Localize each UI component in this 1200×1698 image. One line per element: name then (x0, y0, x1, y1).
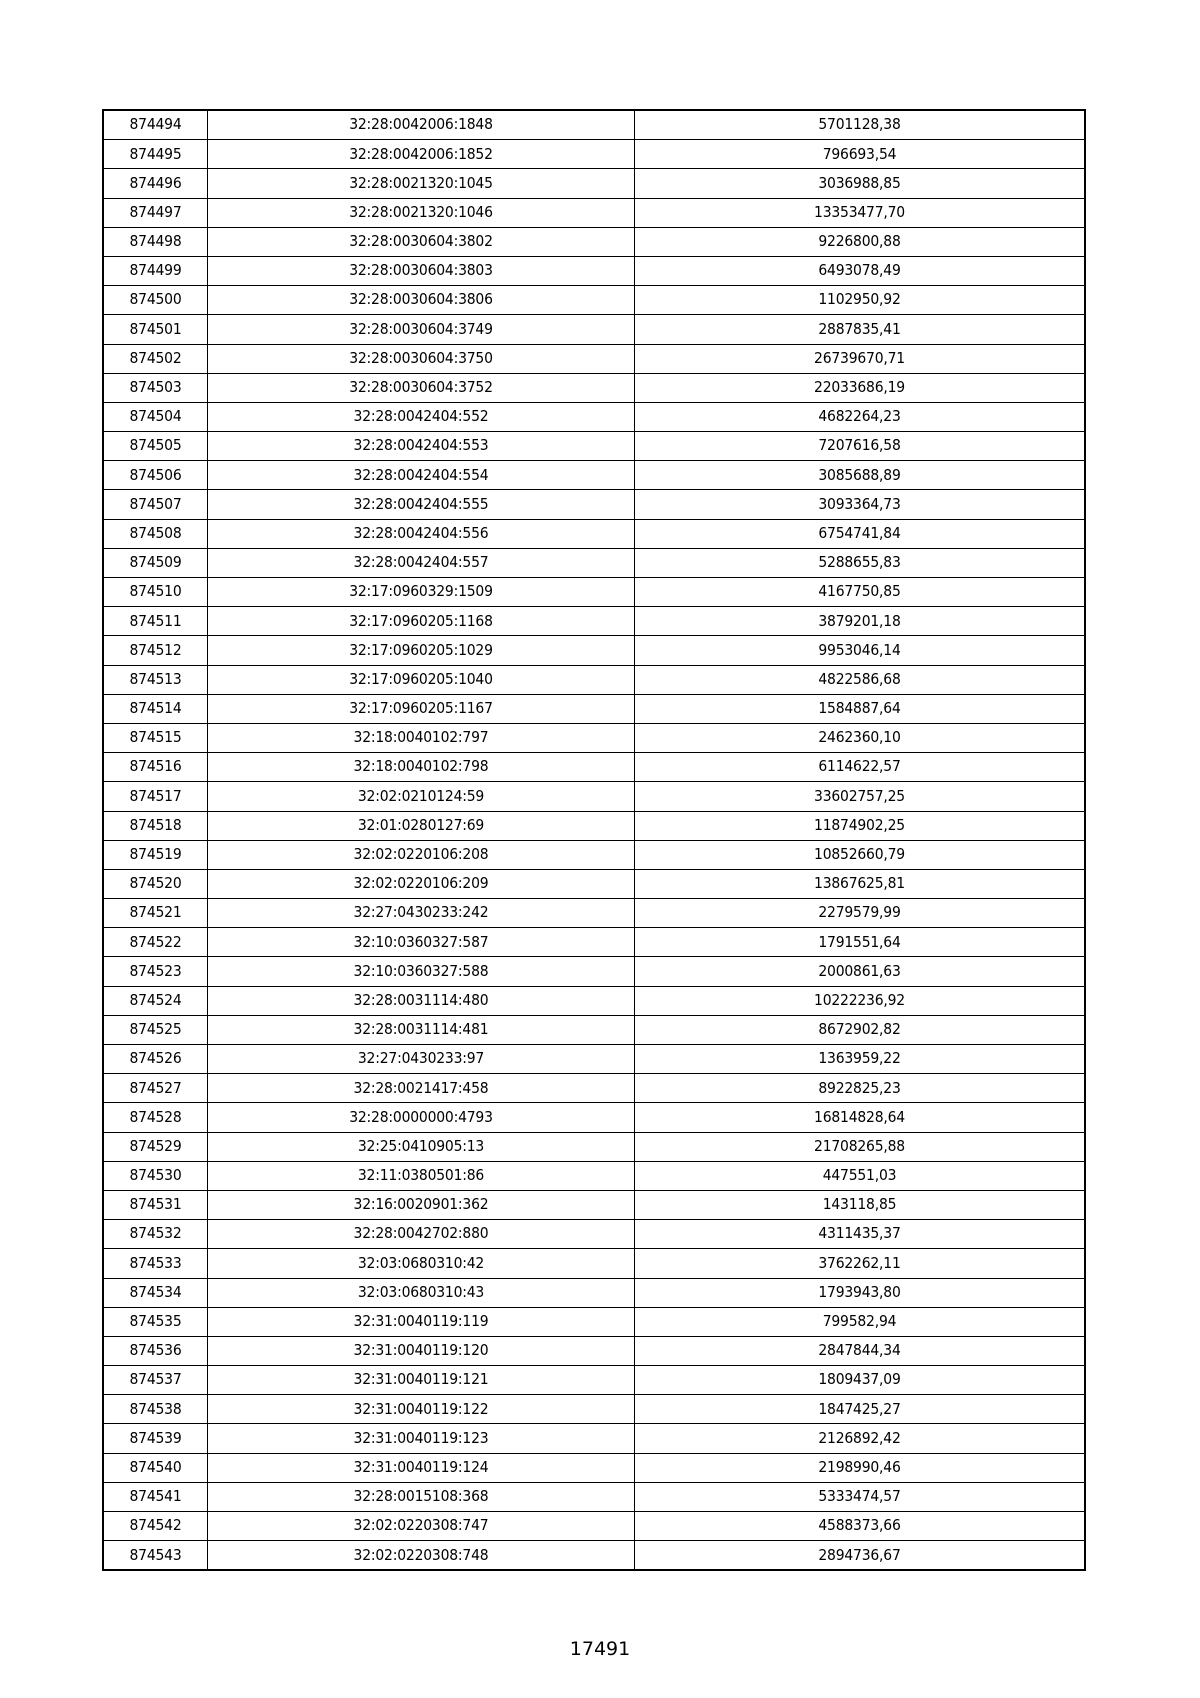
table-row (103, 548, 1085, 577)
cadastral-value-cell: 11874902,25 (635, 811, 1086, 840)
row-number-cell: 874542 (103, 1512, 208, 1541)
cadastral-number-cell: 32:28:0030604:3750 (208, 344, 635, 373)
row-number-cell: 874543 (103, 1541, 208, 1571)
table-row (103, 110, 1085, 140)
cadastral-value-cell: 1809437,09 (635, 1366, 1086, 1395)
cadastral-number-cell: 32:28:0042404:557 (208, 548, 635, 577)
table-row (103, 1453, 1085, 1482)
cadastral-value-cell: 10852660,79 (635, 840, 1086, 869)
row-number-cell: 874532 (103, 1220, 208, 1249)
cadastral-value-cell: 1363959,22 (635, 1045, 1086, 1074)
cadastral-number-cell: 32:28:0042404:556 (208, 519, 635, 548)
table-row (103, 1307, 1085, 1336)
cadastral-number-cell: 32:10:0360327:588 (208, 957, 635, 986)
table-row (103, 1161, 1085, 1190)
table-row (103, 1395, 1085, 1424)
row-number-cell: 874509 (103, 548, 208, 577)
cadastral-value-cell: 5288655,83 (635, 548, 1086, 577)
row-number-cell: 874500 (103, 286, 208, 315)
cadastral-number-cell: 32:28:0030604:3752 (208, 373, 635, 402)
row-number-cell: 874530 (103, 1161, 208, 1190)
row-number-cell: 874531 (103, 1190, 208, 1219)
row-number-cell: 874536 (103, 1336, 208, 1365)
row-number-cell: 874510 (103, 578, 208, 607)
cadastral-number-cell: 32:28:0042006:1848 (208, 110, 635, 140)
table-row (103, 256, 1085, 285)
cadastral-value-cell: 33602757,25 (635, 782, 1086, 811)
row-number-cell: 874528 (103, 1103, 208, 1132)
table-row (103, 1424, 1085, 1453)
table-row (103, 1045, 1085, 1074)
cadastral-value-cell: 2126892,42 (635, 1424, 1086, 1453)
row-number-cell: 874533 (103, 1249, 208, 1278)
table-row (103, 869, 1085, 898)
cadastral-value-cell: 9953046,14 (635, 636, 1086, 665)
cadastral-number-cell: 32:31:0040119:122 (208, 1395, 635, 1424)
cadastral-value-cell: 5333474,57 (635, 1482, 1086, 1511)
table-row (103, 840, 1085, 869)
cadastral-number-cell: 32:28:0042404:555 (208, 490, 635, 519)
row-number-cell: 874541 (103, 1482, 208, 1511)
cadastral-value-cell: 2462360,10 (635, 723, 1086, 752)
table-row (103, 519, 1085, 548)
table-row (103, 227, 1085, 256)
row-number-cell: 874524 (103, 986, 208, 1015)
cadastral-value-cell: 143118,85 (635, 1190, 1086, 1219)
cadastral-value-cell: 8922825,23 (635, 1074, 1086, 1103)
cadastral-value-cell: 6114622,57 (635, 753, 1086, 782)
cadastral-number-cell: 32:28:0030604:3749 (208, 315, 635, 344)
row-number-cell: 874503 (103, 373, 208, 402)
cadastral-value-cell: 796693,54 (635, 140, 1086, 169)
table-row (103, 1103, 1085, 1132)
cadastral-number-cell: 32:28:0031114:480 (208, 986, 635, 1015)
table-row (103, 1015, 1085, 1044)
cadastral-number-cell: 32:18:0040102:798 (208, 753, 635, 782)
cadastral-number-cell: 32:18:0040102:797 (208, 723, 635, 752)
row-number-cell: 874497 (103, 198, 208, 227)
cadastral-value-cell: 2198990,46 (635, 1453, 1086, 1482)
row-number-cell: 874537 (103, 1366, 208, 1395)
cadastral-value-cell: 3085688,89 (635, 461, 1086, 490)
cadastral-value-cell: 1584887,64 (635, 694, 1086, 723)
row-number-cell: 874539 (103, 1424, 208, 1453)
cadastral-value-cell: 21708265,88 (635, 1132, 1086, 1161)
cadastral-value-cell: 2847844,34 (635, 1336, 1086, 1365)
cadastral-value-table (102, 109, 1086, 1571)
cadastral-value-cell: 26739670,71 (635, 344, 1086, 373)
cadastral-number-cell: 32:17:0960205:1040 (208, 665, 635, 694)
row-number-cell: 874494 (103, 110, 208, 140)
cadastral-number-cell: 32:28:0021320:1046 (208, 198, 635, 227)
cadastral-number-cell: 32:31:0040119:123 (208, 1424, 635, 1453)
row-number-cell: 874519 (103, 840, 208, 869)
table-row (103, 1512, 1085, 1541)
row-number-cell: 874508 (103, 519, 208, 548)
cadastral-value-cell: 447551,03 (635, 1161, 1086, 1190)
cadastral-number-cell: 32:28:0042404:552 (208, 402, 635, 431)
row-number-cell: 874507 (103, 490, 208, 519)
cadastral-value-cell: 13353477,70 (635, 198, 1086, 227)
cadastral-value-cell: 3036988,85 (635, 169, 1086, 198)
cadastral-number-cell: 32:27:0430233:242 (208, 899, 635, 928)
table-row (103, 636, 1085, 665)
cadastral-number-cell: 32:02:0220308:748 (208, 1541, 635, 1571)
table-row (103, 140, 1085, 169)
table-row (103, 957, 1085, 986)
cadastral-value-cell: 4682264,23 (635, 402, 1086, 431)
table-row (103, 1482, 1085, 1511)
cadastral-value-cell: 1102950,92 (635, 286, 1086, 315)
cadastral-value-cell: 1793943,80 (635, 1278, 1086, 1307)
cadastral-value-cell: 799582,94 (635, 1307, 1086, 1336)
cadastral-value-cell: 6493078,49 (635, 256, 1086, 285)
table-row (103, 578, 1085, 607)
row-number-cell: 874504 (103, 402, 208, 431)
cadastral-number-cell: 32:03:0680310:42 (208, 1249, 635, 1278)
row-number-cell: 874516 (103, 753, 208, 782)
cadastral-number-cell: 32:27:0430233:97 (208, 1045, 635, 1074)
row-number-cell: 874515 (103, 723, 208, 752)
table-row (103, 811, 1085, 840)
row-number-cell: 874498 (103, 227, 208, 256)
row-number-cell: 874525 (103, 1015, 208, 1044)
table-row (103, 432, 1085, 461)
cadastral-number-cell: 32:16:0020901:362 (208, 1190, 635, 1219)
row-number-cell: 874496 (103, 169, 208, 198)
cadastral-number-cell: 32:28:0031114:481 (208, 1015, 635, 1044)
cadastral-value-cell: 2894736,67 (635, 1541, 1086, 1571)
cadastral-number-cell: 32:02:0220308:747 (208, 1512, 635, 1541)
row-number-cell: 874512 (103, 636, 208, 665)
cadastral-value-cell: 4167750,85 (635, 578, 1086, 607)
row-number-cell: 874527 (103, 1074, 208, 1103)
table-row (103, 1541, 1085, 1571)
table-row (103, 286, 1085, 315)
cadastral-value-cell: 4311435,37 (635, 1220, 1086, 1249)
cadastral-number-cell: 32:17:0960205:1168 (208, 607, 635, 636)
cadastral-number-cell: 32:31:0040119:119 (208, 1307, 635, 1336)
cadastral-number-cell: 32:03:0680310:43 (208, 1278, 635, 1307)
cadastral-number-cell: 32:11:0380501:86 (208, 1161, 635, 1190)
cadastral-value-cell: 2887835,41 (635, 315, 1086, 344)
table-row (103, 169, 1085, 198)
row-number-cell: 874499 (103, 256, 208, 285)
cadastral-value-cell: 4822586,68 (635, 665, 1086, 694)
row-number-cell: 874540 (103, 1453, 208, 1482)
table-row (103, 986, 1085, 1015)
row-number-cell: 874506 (103, 461, 208, 490)
table-row (103, 607, 1085, 636)
cadastral-value-cell: 5701128,38 (635, 110, 1086, 140)
table-row (103, 1220, 1085, 1249)
cadastral-number-cell: 32:02:0220106:208 (208, 840, 635, 869)
cadastral-number-cell: 32:31:0040119:121 (208, 1366, 635, 1395)
cadastral-value-cell: 3879201,18 (635, 607, 1086, 636)
page-number: 17491 (569, 1638, 631, 1660)
row-number-cell: 874529 (103, 1132, 208, 1161)
cadastral-value-cell: 8672902,82 (635, 1015, 1086, 1044)
table-row (103, 1190, 1085, 1219)
row-number-cell: 874526 (103, 1045, 208, 1074)
row-number-cell: 874501 (103, 315, 208, 344)
row-number-cell: 874534 (103, 1278, 208, 1307)
table-row (103, 198, 1085, 227)
table-row (103, 315, 1085, 344)
table-row (103, 694, 1085, 723)
row-number-cell: 874523 (103, 957, 208, 986)
cadastral-number-cell: 32:28:0030604:3802 (208, 227, 635, 256)
row-number-cell: 874521 (103, 899, 208, 928)
cadastral-number-cell: 32:17:0960329:1509 (208, 578, 635, 607)
table-row (103, 373, 1085, 402)
cadastral-value-cell: 3762262,11 (635, 1249, 1086, 1278)
row-number-cell: 874502 (103, 344, 208, 373)
cadastral-number-cell: 32:28:0042702:880 (208, 1220, 635, 1249)
cadastral-number-cell: 32:01:0280127:69 (208, 811, 635, 840)
cadastral-number-cell: 32:31:0040119:120 (208, 1336, 635, 1365)
table-row (103, 899, 1085, 928)
cadastral-value-cell: 4588373,66 (635, 1512, 1086, 1541)
cadastral-value-cell: 22033686,19 (635, 373, 1086, 402)
cadastral-value-cell: 1847425,27 (635, 1395, 1086, 1424)
row-number-cell: 874535 (103, 1307, 208, 1336)
row-number-cell: 874518 (103, 811, 208, 840)
cadastral-value-cell: 1791551,64 (635, 928, 1086, 957)
cadastral-number-cell: 32:28:0021417:458 (208, 1074, 635, 1103)
cadastral-value-cell: 7207616,58 (635, 432, 1086, 461)
table-row (103, 1249, 1085, 1278)
table-row (103, 665, 1085, 694)
table-body (103, 110, 1085, 1570)
cadastral-number-cell: 32:25:0410905:13 (208, 1132, 635, 1161)
cadastral-value-cell: 9226800,88 (635, 227, 1086, 256)
cadastral-number-cell: 32:28:0000000:4793 (208, 1103, 635, 1132)
row-number-cell: 874495 (103, 140, 208, 169)
table-row (103, 490, 1085, 519)
cadastral-value-cell: 10222236,92 (635, 986, 1086, 1015)
cadastral-value-cell: 6754741,84 (635, 519, 1086, 548)
cadastral-number-cell: 32:10:0360327:587 (208, 928, 635, 957)
cadastral-number-cell: 32:17:0960205:1167 (208, 694, 635, 723)
cadastral-number-cell: 32:28:0030604:3803 (208, 256, 635, 285)
cadastral-value-cell: 16814828,64 (635, 1103, 1086, 1132)
cadastral-number-cell: 32:28:0015108:368 (208, 1482, 635, 1511)
table-row (103, 402, 1085, 431)
cadastral-number-cell: 32:28:0042006:1852 (208, 140, 635, 169)
row-number-cell: 874513 (103, 665, 208, 694)
table-row (103, 1278, 1085, 1307)
cadastral-value-cell: 2000861,63 (635, 957, 1086, 986)
row-number-cell: 874514 (103, 694, 208, 723)
table-row (103, 461, 1085, 490)
cadastral-number-cell: 32:28:0042404:554 (208, 461, 635, 490)
row-number-cell: 874538 (103, 1395, 208, 1424)
cadastral-number-cell: 32:28:0021320:1045 (208, 169, 635, 198)
cadastral-number-cell: 32:31:0040119:124 (208, 1453, 635, 1482)
row-number-cell: 874520 (103, 869, 208, 898)
row-number-cell: 874517 (103, 782, 208, 811)
table-row (103, 1132, 1085, 1161)
table-row (103, 723, 1085, 752)
row-number-cell: 874522 (103, 928, 208, 957)
cadastral-number-cell: 32:02:0210124:59 (208, 782, 635, 811)
table-row (103, 344, 1085, 373)
cadastral-value-cell: 13867625,81 (635, 869, 1086, 898)
cadastral-number-cell: 32:17:0960205:1029 (208, 636, 635, 665)
cadastral-value-cell: 2279579,99 (635, 899, 1086, 928)
cadastral-number-cell: 32:28:0042404:553 (208, 432, 635, 461)
row-number-cell: 874505 (103, 432, 208, 461)
table-row (103, 1366, 1085, 1395)
table-row (103, 782, 1085, 811)
cadastral-number-cell: 32:28:0030604:3806 (208, 286, 635, 315)
table-row (103, 753, 1085, 782)
cadastral-number-cell: 32:02:0220106:209 (208, 869, 635, 898)
table-row (103, 1336, 1085, 1365)
table-row (103, 1074, 1085, 1103)
row-number-cell: 874511 (103, 607, 208, 636)
table-row (103, 928, 1085, 957)
cadastral-value-cell: 3093364,73 (635, 490, 1086, 519)
